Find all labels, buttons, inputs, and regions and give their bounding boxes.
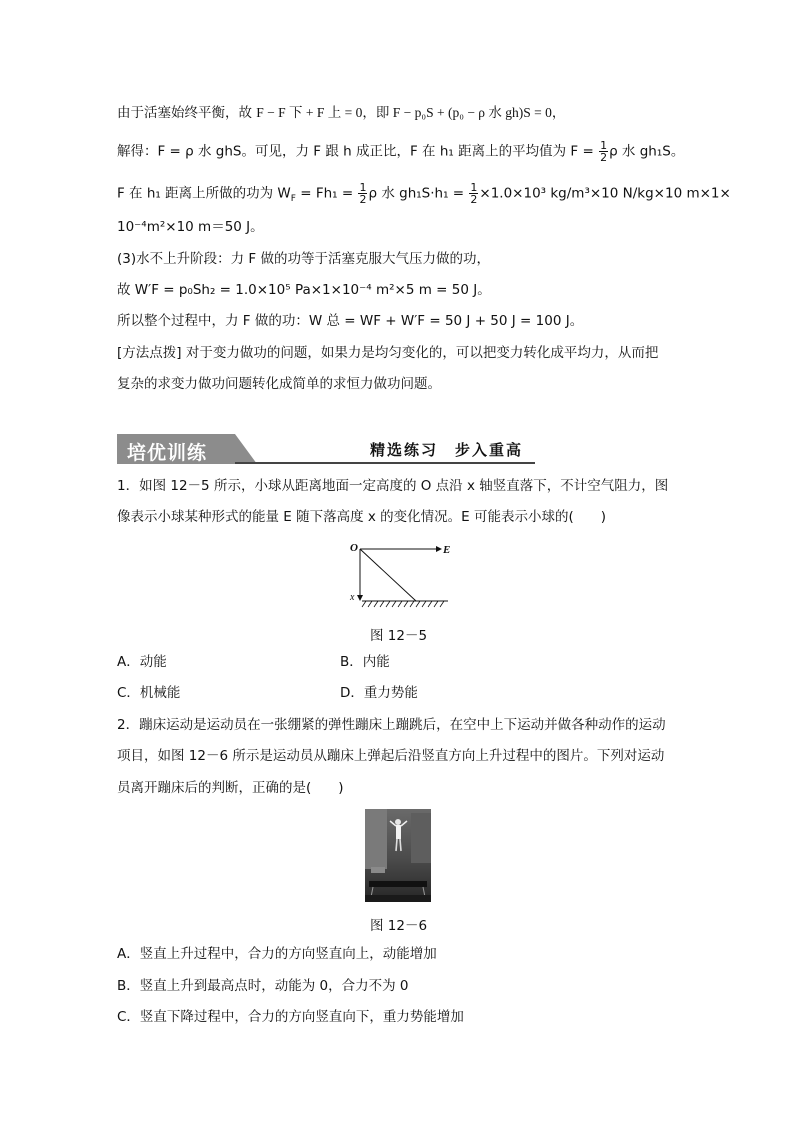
q1-stem-line-1: 1．如图 12－5 所示，小球从距离地面一定高度的 O 点沿 x 轴竖直落下，不计空气阻力，图	[117, 478, 669, 494]
trampoline-photo	[365, 809, 431, 902]
figure-12-5-caption: 图 12－5	[370, 628, 428, 644]
q2-option-b[interactable]: B．竖直上升到最高点时，动能为 0，合力不为 0	[117, 978, 409, 994]
solution-line-6: 故 W′F = p₀Sh₂ = 1.0×10⁵ Pa×1×10⁻⁴ m²×5 m = 50 J。	[117, 282, 491, 298]
figure-12-6-caption: 图 12－6	[370, 918, 428, 934]
section-title: 培优训练	[127, 442, 208, 464]
q1-option-a[interactable]: A．动能	[117, 654, 167, 670]
wall-panel	[365, 809, 387, 869]
athlete-body	[396, 825, 401, 839]
solution-line-7: 所以整个过程中，力 F 做的功：W 总 = WF + W′F = 50 J + 50 J = 100 J。	[117, 313, 584, 329]
q1-option-b[interactable]: B．内能	[340, 654, 390, 670]
solution-text: 由于活塞始终平衡，故	[117, 105, 257, 121]
figure-12-5	[348, 537, 454, 609]
solution-text: ρ 水 gh₁S·h₁ =	[368, 185, 469, 202]
e-axis-label: E	[443, 544, 451, 556]
fraction: $\frac{1}{2}$	[470, 181, 478, 206]
method-tip-line-1: [方法点拨] 对于变力做功的问题，如果力是均匀变化的，可以把变力转化成平均力，从而把	[117, 345, 659, 361]
subscript: F	[290, 194, 296, 205]
x-axis-label: x	[350, 592, 355, 603]
section-header	[117, 434, 535, 464]
solution-text: ×1.0×10³ kg/m³×10 N/kg×10 m×1×	[479, 185, 731, 202]
e-axis-arrow	[436, 546, 442, 552]
q1-option-c[interactable]: C．机械能	[117, 685, 181, 701]
q2-stem-line-3: 员离开蹦床后的判断，正确的是( )	[117, 780, 344, 796]
energy-line	[360, 549, 416, 601]
solution-text: ρ 水 gh₁S。	[609, 143, 685, 160]
solution-text: = Fh₁ =	[295, 185, 358, 202]
section-header-rule	[235, 462, 535, 464]
solution-line-1	[117, 104, 565, 122]
solution-line-3	[117, 182, 731, 205]
q2-option-a[interactable]: A．竖直上升过程中，合力的方向竖直向上，动能增加	[117, 946, 437, 962]
x-axis-arrow	[357, 595, 363, 601]
fraction: $\frac{1}{2}$	[359, 181, 367, 206]
solution-text: F 在 h₁ 距离上所做的功为 W	[117, 185, 291, 202]
origin-label: O	[350, 542, 358, 554]
q1-option-d[interactable]: D．重力势能	[340, 685, 418, 701]
q2-stem-line-1: 2．蹦床运动是运动员在一张绷紧的弹性蹦床上蹦跳后，在空中上下运动并做各种动作的运动	[117, 717, 666, 733]
solution-text: 解得：F = ρ 水 ghS。可见，力 F 跟 h 成正比，F 在 h₁ 距离上的平均值为 F =	[117, 143, 599, 160]
q1-stem-line-2: 像表示小球某种形式的能量 E 随下落高度 x 的变化情况。E 可能表示小球的( )	[117, 509, 607, 525]
ground-hatching	[362, 601, 444, 607]
fraction: $\frac{1}{2}$	[600, 139, 608, 164]
q2-stem-line-2: 项目，如图 12－6 所示是运动员从蹦床上弹起后沿竖直方向上升过程中的图片。下列对运动	[117, 748, 665, 764]
method-tip-line-2: 复杂的求变力做功问题转化成简单的求恒力做功问题。	[117, 376, 441, 392]
equation: F − F 下 + F 上 = 0，即 F − p₀S + (p₀ − ρ 水 gh)S = 0，	[256, 105, 566, 120]
solution-line-5: (3)水不上升阶段：力 F 做的功等于活塞克服大气压力做的功，	[117, 251, 490, 267]
solution-line-2	[117, 140, 684, 163]
q2-option-c[interactable]: C．竖直下降过程中，合力的方向竖直向下，重力势能增加	[117, 1009, 464, 1025]
athlete-head	[395, 819, 401, 825]
solution-line-4: 10⁻⁴m²×10 m＝50 J。	[117, 219, 264, 235]
section-subtitle: 精选练习 步入重高	[369, 441, 523, 459]
trampoline	[369, 881, 427, 887]
